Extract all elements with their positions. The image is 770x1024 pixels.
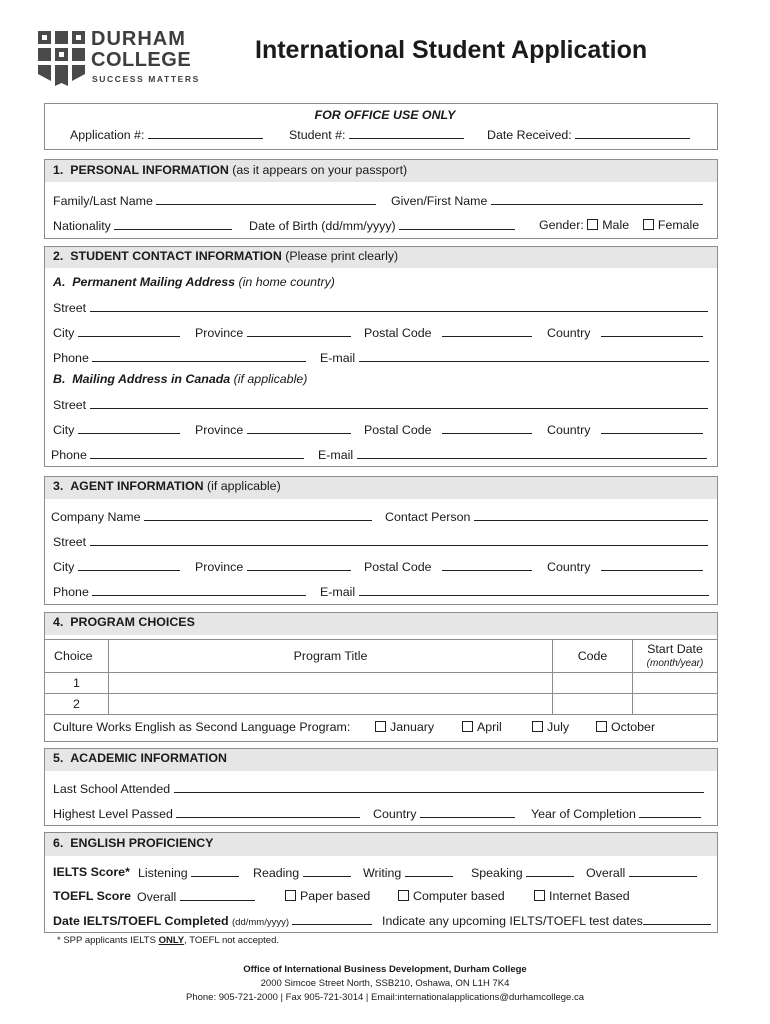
footer-office: Office of International Business Development, Durham College [243,964,527,975]
ielts-reading-field[interactable]: Reading [253,865,351,880]
agent-country-field[interactable]: Country [547,559,703,574]
month-october-checkbox[interactable]: October [596,720,655,734]
footer-contact: Phone: 905-721-2000 | Fax 905-721-3014 | Email:internationalapplications@durhamcollege.ca [186,992,584,1003]
office-use-heading: FOR OFFICE USE ONLY [314,108,456,122]
nationality-field[interactable]: Nationality [53,218,232,233]
test-date-field[interactable]: Date IELTS/TOEFL Completed (dd/mm/yyyy) [53,913,372,928]
date-received-label: Date Received: [487,128,572,142]
section-1-heading: 1. PERSONAL INFORMATION (as it appears on your passport) [53,163,408,177]
toefl-computer-checkbox[interactable]: Computer based [398,889,505,903]
choice-number: 1 [45,673,109,694]
highest-level-field[interactable]: Highest Level Passed [53,806,360,821]
logo-college: COLLEGE [91,49,192,71]
spp-note: * SPP applicants IELTS ONLY, TOEFL not accepted. [57,935,279,946]
family-name-field[interactable]: Family/Last Name [53,193,376,208]
permanent-phone-field[interactable]: Phone [53,350,306,365]
culture-works-label: Culture Works English as Second Language Program: [53,720,351,734]
agent-company-field[interactable]: Company Name [51,509,372,524]
permanent-street-field[interactable]: Street [53,300,708,315]
toefl-score-label: TOEFL Score [53,889,132,903]
logo-durham: DURHAM [91,28,186,50]
program-choices-table [44,639,718,715]
section-5-heading: 5. ACADEMIC INFORMATION [53,751,227,765]
program-code-cell[interactable] [553,694,633,715]
date-of-birth-field[interactable]: Date of Birth (dd/mm/yyyy) [249,218,515,233]
canada-city-field[interactable]: City [53,422,180,437]
ielts-writing-field[interactable]: Writing [363,865,453,880]
permanent-email-field[interactable]: E-mail [320,350,709,365]
agent-postal-code-field[interactable]: Postal Code [364,559,532,574]
program-start-date-cell[interactable] [633,694,718,715]
application-number-field[interactable] [70,127,263,142]
col-start-date-header: Start Date (month/year) [633,640,718,673]
logo-tagline: SUCCESS MATTERS [92,74,200,84]
section-4-heading: 4. PROGRAM CHOICES [53,615,195,629]
ielts-overall-field[interactable]: Overall [586,865,697,880]
permanent-province-field[interactable]: Province [195,325,351,340]
section-6-heading: 6. ENGLISH PROFICIENCY [53,836,214,850]
ielts-score-label: IELTS Score* [53,865,130,879]
program-start-date-cell[interactable] [633,673,718,694]
gender-field: Gender: Male Female [539,218,700,232]
toefl-internet-checkbox[interactable]: Internet Based [534,889,630,903]
canada-phone-field[interactable]: Phone [51,447,304,462]
col-program-title-header: Program Title [109,640,553,673]
toefl-paper-checkbox[interactable]: Paper based [285,889,370,903]
student-number-field[interactable] [289,127,464,142]
month-april-checkbox[interactable]: April [462,720,502,734]
gender-male-checkbox[interactable]: Male [587,218,629,232]
agent-contact-field[interactable]: Contact Person [385,509,708,524]
toefl-overall-field[interactable]: Overall [137,889,255,904]
section-2-heading: 2. STUDENT CONTACT INFORMATION (Please print clearly) [53,249,399,263]
table-row [45,673,718,694]
canada-address-heading: B. Mailing Address in Canada (if applicable) [53,372,308,386]
col-choice-header: Choice [45,640,109,673]
permanent-postal-code-field[interactable]: Postal Code [364,325,532,340]
canada-postal-code-field[interactable]: Postal Code [364,422,532,437]
student-number-label: Student #: [289,128,346,142]
canada-street-field[interactable]: Street [53,397,708,412]
choice-number: 2 [45,694,109,715]
canada-country-field[interactable]: Country [547,422,703,437]
section-3-heading: 3. AGENT INFORMATION (if applicable) [53,479,281,493]
month-january-checkbox[interactable]: January [375,720,434,734]
program-code-cell[interactable] [553,673,633,694]
program-table-header [45,640,718,673]
agent-city-field[interactable]: City [53,559,180,574]
col-code-header: Code [553,640,633,673]
agent-province-field[interactable]: Province [195,559,351,574]
ielts-speaking-field[interactable]: Speaking [471,865,574,880]
permanent-country-field[interactable]: Country [547,325,703,340]
gender-female-checkbox[interactable]: Female [643,218,699,232]
ielts-listening-field[interactable]: Listening [138,865,239,880]
shield-logo-icon [38,31,86,87]
permanent-address-heading: A. Permanent Mailing Address (in home country) [53,275,335,289]
last-school-field[interactable]: Last School Attended [53,781,704,796]
application-number-label: Application #: [70,128,145,142]
program-title-cell[interactable] [109,694,553,715]
date-received-field[interactable] [487,127,690,142]
agent-phone-field[interactable]: Phone [53,584,306,599]
agent-street-field[interactable]: Street [53,534,708,549]
program-title-cell[interactable] [109,673,553,694]
canada-province-field[interactable]: Province [195,422,351,437]
academic-country-field[interactable]: Country [373,806,515,821]
table-row [45,694,718,715]
year-of-completion-field[interactable]: Year of Completion [531,806,701,821]
footer-address: 2000 Simcoe Street North, SSB210, Oshawa, ON L1H 7K4 [260,978,510,989]
month-july-checkbox[interactable]: July [532,720,569,734]
given-name-field[interactable]: Given/First Name [391,193,703,208]
upcoming-test-dates-field[interactable]: Indicate any upcoming IELTS/TOEFL test dates [382,913,711,928]
agent-email-field[interactable]: E-mail [320,584,709,599]
canada-email-field[interactable]: E-mail [318,447,707,462]
page-title: International Student Application [255,36,648,64]
permanent-city-field[interactable]: City [53,325,180,340]
